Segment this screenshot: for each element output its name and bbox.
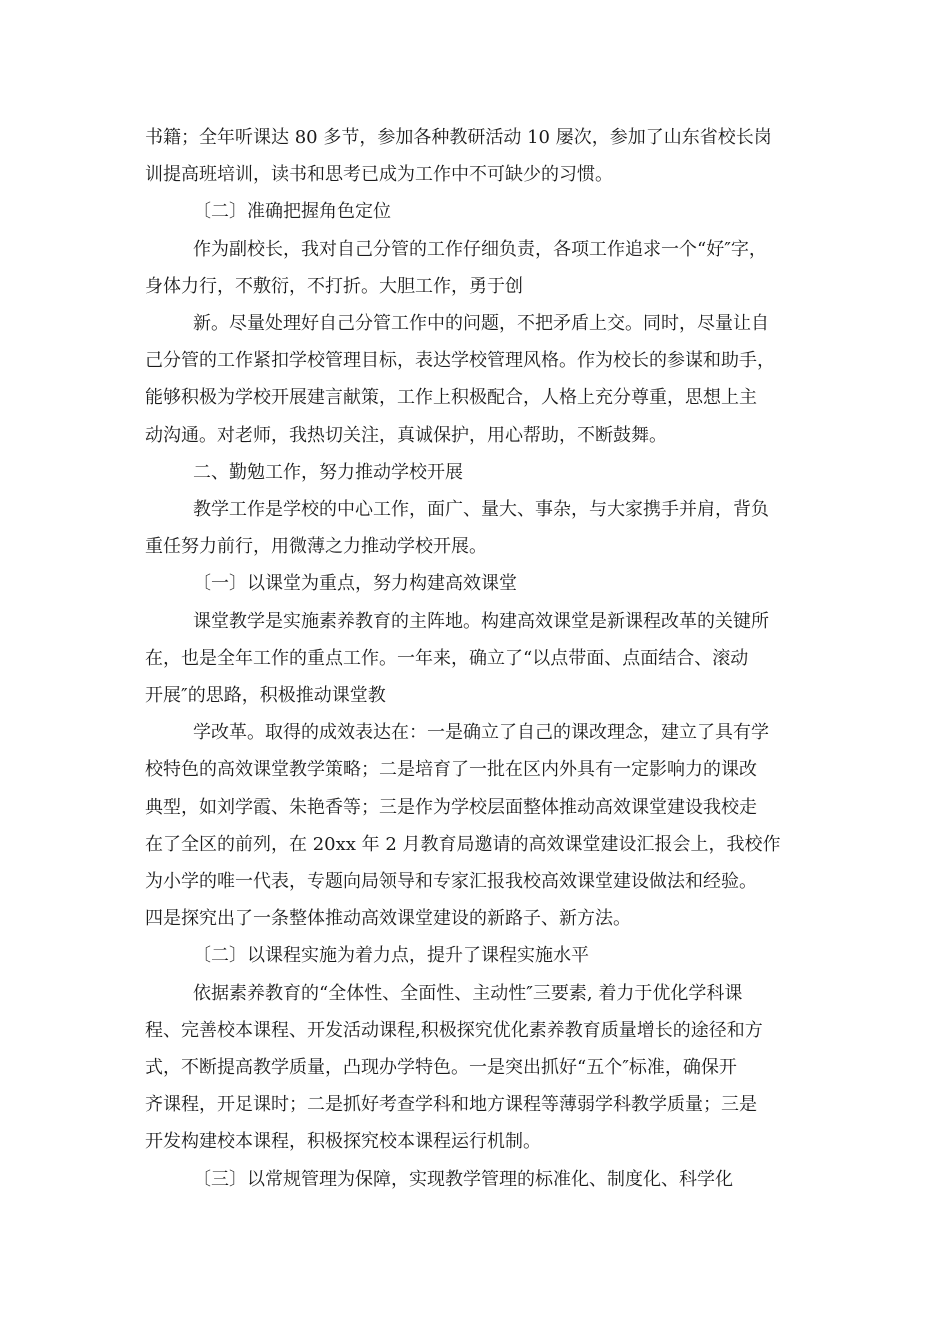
text-line: 身体力行，不敷衍，不打折。大胆工作，勇于创	[145, 275, 523, 297]
text-line: 训提高班培训，读书和思考已成为工作中不可缺少的习惯。	[145, 164, 613, 186]
text-line: 书籍；全年听课达 80 多节，参加各种教研活动 10 屡次，参加了山东省校长岗	[145, 127, 772, 148]
text-line: 开展″的思路，积极推动课堂教	[145, 685, 386, 706]
text-line: 重任努力前行，用微薄之力推动学校开展。	[145, 536, 487, 558]
text-line: 式，不断提高教学质量，凸现办学特色。一是突出抓好“五个″标准，确保开	[145, 1057, 737, 1078]
text-line: 程、完善校本课程、开发活动课程,积极探究优化素养教育质量增长的途径和方	[145, 1019, 763, 1041]
text-line: 〔二〕以课程实施为着力点，提升了课程实施水平	[193, 945, 589, 967]
text-line: 校特色的高效课堂教学策略；二是培育了一批在区内外具有一定影响力的课改	[145, 759, 757, 781]
text-line: 为小学的唯一代表，专题向局领导和专家汇报我校高效课堂建设做法和经验。	[145, 871, 757, 892]
text-line: 作为副校长，我对自己分管的工作仔细负责，各项工作追求一个“好″字，	[193, 238, 767, 260]
text-line: 依据素养教育的“全体性、全面性、主动性″三要素, 着力于优化学科课	[193, 982, 743, 1004]
text-line: 四是探究出了一条整体推动高效课堂建设的新路子、新方法。	[145, 908, 631, 930]
text-line: 学改革。取得的成效表达在：一是确立了自己的课改理念，建立了具有学	[193, 722, 769, 744]
text-line: 动沟通。对老师，我热切关注，真诚保护，用心帮助，不断鼓舞。	[145, 424, 667, 446]
text-line: 〔一〕以课堂为重点，努力构建高效课堂	[193, 573, 517, 595]
text-line: 在，也是全年工作的重点工作。一年来，确立了“以点带面、点面结合、滚动	[145, 647, 749, 669]
text-line: 典型，如刘学霞、朱艳香等；三是作为学校层面整体推动高效课堂建设我校走	[145, 796, 757, 818]
text-line: 新。尽量处理好自己分管工作中的问题，不把矛盾上交。同时，尽量让自	[193, 313, 769, 334]
text-line: 己分管的工作紧扣学校管理目标，表达学校管理风格。作为校长的参谋和助手，	[145, 350, 775, 372]
text-line: 二、勤勉工作，努力推动学校开展	[193, 461, 463, 483]
text-line: 能够积极为学校开展建言献策，工作上积极配合，人格上充分尊重，思想上主	[145, 387, 757, 409]
text-line: 齐课程，开足课时；二是抓好考查学科和地方课程等薄弱学科教学质量；三是	[145, 1094, 757, 1116]
text-line: 教学工作是学校的中心工作，面广、量大、事杂，与大家携手并肩，背负	[193, 499, 769, 520]
text-line: 〔二〕准确把握角色定位	[193, 201, 391, 223]
text-line: 开发构建校本课程，积极探究校本课程运行机制。	[145, 1131, 541, 1153]
text-line: 在了全区的前列，在 20xx 年 2 月教育局邀请的高效课堂建设汇报会上，我校作	[145, 833, 781, 855]
text-line: 〔三〕以常规管理为保障，实现教学管理的标准化、制度化、科学化	[193, 1168, 733, 1190]
text-line: 课堂教学是实施素养教育的主阵地。构建高效课堂是新课程改革的关键所	[193, 610, 769, 632]
